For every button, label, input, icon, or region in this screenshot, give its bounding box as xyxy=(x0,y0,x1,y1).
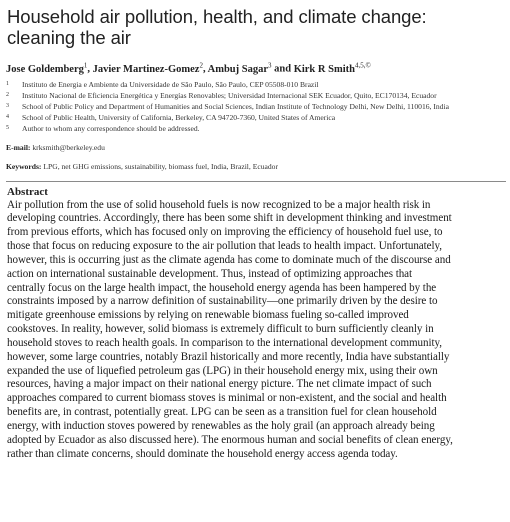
section-divider xyxy=(6,181,506,182)
contact-email xyxy=(6,143,504,152)
affiliation-list xyxy=(6,79,504,135)
abstract-line: adopted by Ecuador as also discussed here). The enormous human and social benefits of clean energy, xyxy=(7,433,453,446)
abstract-line: centrally focus on the large health impact, the household energy agenda has been hampered by the xyxy=(7,281,437,294)
keywords-label: Keywords: xyxy=(6,161,42,171)
affiliation-item: 3 School of Public Policy and Department of Humanities and Social Sciences, Indian Institute of Technology Delhi, New Delhi, 110016, India xyxy=(6,101,449,111)
abstract-line: Air pollution from the use of solid household fuels is now recognized to be a major health risk in xyxy=(7,198,431,211)
abstract-line: benefits are, in contrast, potentially great. LPG can be seen as a transition fuel for clean household xyxy=(7,406,437,419)
email-link[interactable]: krksmith@berkeley.edu xyxy=(32,142,105,152)
paper-title-line1: Household air pollution, health, and climate change: xyxy=(7,6,427,27)
abstract-heading: Abstract xyxy=(7,185,48,198)
affiliation-item: 2 Instituto Nacional de Eficiencia Energética y Energías Renovables; Universidad Internacional SEK Ecuador, Quito, EC170134, Ecuador xyxy=(6,90,437,100)
abstract-line: action on international sustainable development. Thus, instead of optimizing approaches that xyxy=(7,267,413,280)
abstract-line: constraints imposed by a narrow definition of sustainability—one primarily driven by the desire to xyxy=(7,295,438,308)
abstract-line: mitigate greenhouse emissions by relying on renewable biomass fueling so-called improved xyxy=(7,309,409,322)
keywords-section xyxy=(6,162,504,171)
abstract-line: however, some large countries, notably Brazil historically and more recently, India have substantially xyxy=(7,350,450,363)
abstract-line: resources, having a major impact on their national energy picture. The net climate impact of such xyxy=(7,378,432,391)
keywords-text: LPG, net GHG emissions, sustainability, biomass fuel, India, Brazil, Ecuador xyxy=(43,161,279,171)
author: Ambuj Sagar$^3$ xyxy=(207,61,272,75)
author: Javier Martinez-Gomez$^2$ xyxy=(92,61,203,75)
abstract-line: developing countries. Accordingly, there has been some shift in development thinking and investment xyxy=(7,212,452,225)
abstract-line: cookstoves. In reality, however, solid biomass is extremely difficult to burn sufficiently cleanly in xyxy=(7,323,434,336)
abstract-body xyxy=(7,199,485,462)
affiliation-item: 4 School of Public Health, University of California, Berkeley, CA 94720-7360, United States of America xyxy=(6,113,336,123)
abstract-line: household stoves to reach health goals. In comparison to the international development community, xyxy=(7,336,442,349)
author: Kirk R Smith$^{4,5,©}$ xyxy=(293,61,371,75)
abstract-line: approaches compared to current biomass stoves is minimal or non-existent, and the social and health xyxy=(7,392,447,405)
abstract-line: expanded the use of liquefied petroleum gas (LPG) in their household energy mix, using their own xyxy=(7,364,438,377)
author: Jose Goldemberg$^1$ xyxy=(6,61,88,75)
abstract-line: those that focus on reducing exposure to the air pollution that leads to health impact. Unfortunately, xyxy=(7,240,443,253)
abstract-line: rather than climate concerns, should dominate the household energy access agenda today. xyxy=(7,447,398,460)
paper-title-line2: cleaning the air xyxy=(7,27,131,48)
affiliation-item: 5 Author to whom any correspondence should be addressed. xyxy=(6,124,200,134)
email-label: E-mail: xyxy=(6,142,31,152)
abstract-line: however, this is occurring just as the climate agenda has come to dominate much of the discourse and xyxy=(7,253,451,266)
abstract-line: from previous efforts, which has focused only on improving the efficiency of household fuel use, to xyxy=(7,226,443,239)
affiliation-item: 1 Instituto de Energia e Ambiente da Universidade de São Paulo, São Paulo, CEP 05508-010 Brazil xyxy=(6,79,319,89)
author-list: Jose Goldemberg$^1$, Javier Martinez-Gomez$^2$, Ambuj Sagar$^3$ and Kirk R Smith$^{4,5,©}$ xyxy=(6,61,371,75)
abstract-line: energy, with induction stoves powered by renewables as the holy grail (an approach already being xyxy=(7,420,435,433)
paper-title xyxy=(7,6,504,48)
